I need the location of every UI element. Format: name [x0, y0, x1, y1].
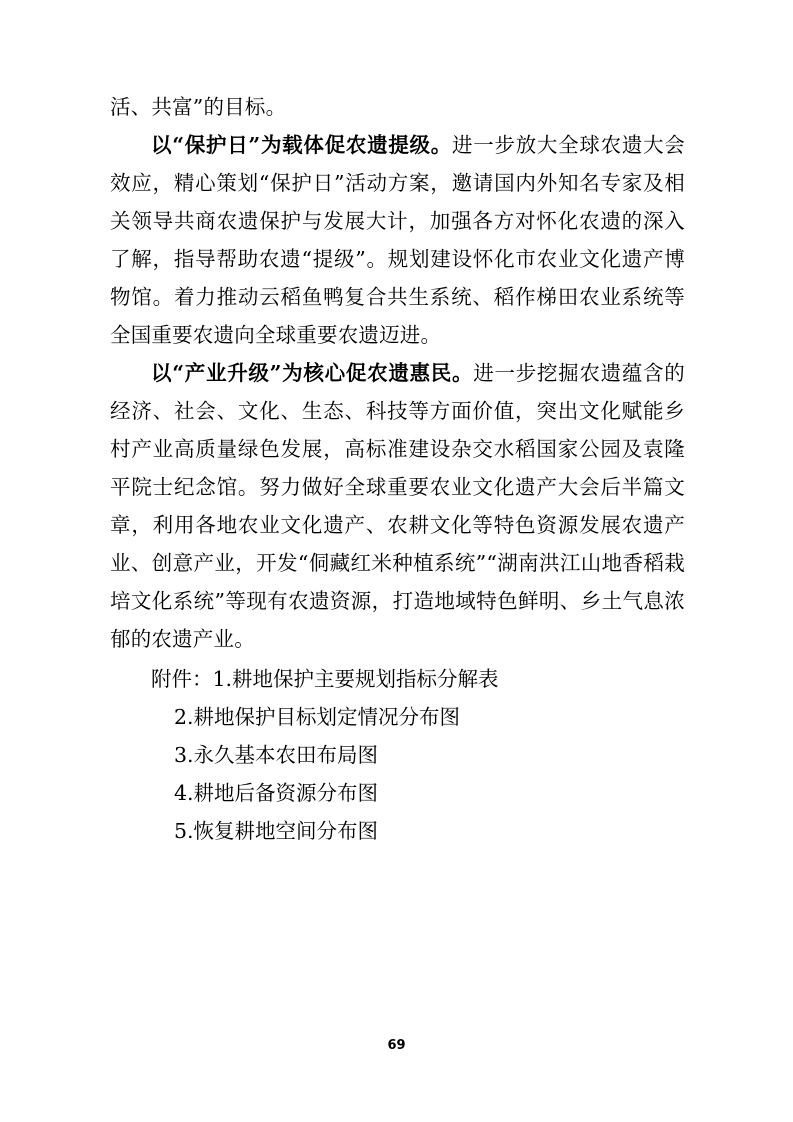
attachment-item-line	[110, 736, 685, 774]
paragraph-block	[110, 88, 685, 126]
attachment-item: 4.耕地后备资源分布图	[174, 781, 379, 805]
document-body	[110, 88, 685, 658]
attachment-item-line	[110, 812, 685, 850]
paragraph-block	[110, 354, 685, 658]
attachment-item: 2.耕地保护目标划定情况分布图	[174, 705, 461, 729]
paragraph-text: 进一步挖掘农遗蕴含的经济、社会、文化、生态、科技等方面价值，突出文化赋能乡村产业高质量绿色发展，高标准建设杂交水稻国家公园及袁隆平院士纪念馆。努力做好全球重要农业文化遗产大会后半篇文章，利用各地农业文化遗产、农耕文化等特色资源发展农遗产业、创意产业，开发“侗藏红米种植系统”“湖南洪江山地香稻栽培文化系统”等现有农遗资源，打造地域特色鲜明、乡土气息浓郁的农遗产业。	[110, 361, 685, 651]
paragraph-lead: 以“保护日”为载体促农遗提级。	[151, 133, 453, 157]
attachment-item: 1.耕地保护主要规划指标分解表	[212, 667, 499, 691]
paragraph-text: 活、共富”的目标。	[110, 95, 287, 119]
paragraph-text: 进一步放大全球农遗大会效应，精心策划“保护日”活动方案，邀请国内外知名专家及相关领导共商农遗保护与发展大计，加强各方对怀化农遗的深入了解，指导帮助农遗“提级”。规划建设怀化市农业文化遗产博物馆。着力推动云稻鱼鸭复合共生系统、稻作梯田农业系统等全国重要农遗向全球重要农遗迈进。	[110, 133, 685, 347]
paragraph-continuation	[110, 88, 685, 126]
attachment-label-line	[110, 660, 685, 698]
paragraph-lead: 以“产业升级”为核心促农遗惠民。	[151, 361, 474, 385]
attachment-item: 5.恢复耕地空间分布图	[174, 819, 379, 843]
attachment-item-line	[110, 774, 685, 812]
page-number: 69	[387, 1038, 406, 1053]
attachment-label: 附件：	[151, 667, 213, 691]
attachment-list	[110, 660, 685, 850]
attachment-item-line	[110, 698, 685, 736]
attachment-item: 3.永久基本农田布局图	[174, 743, 379, 767]
paragraph-block	[110, 126, 685, 354]
paragraph	[110, 126, 685, 354]
paragraph	[110, 354, 685, 658]
